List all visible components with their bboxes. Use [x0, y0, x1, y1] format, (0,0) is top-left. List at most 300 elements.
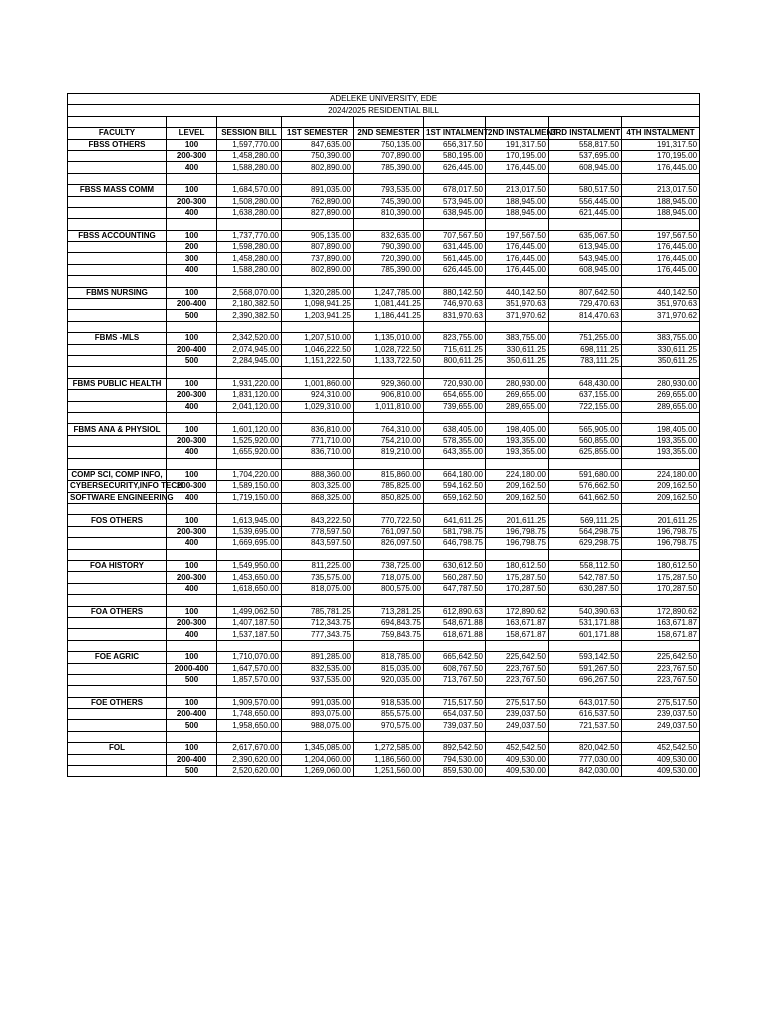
amount-cell: 892,542.50 — [424, 743, 486, 754]
amount-cell: 1,151,222.50 — [282, 355, 354, 366]
empty-cell — [68, 583, 167, 594]
amount-cell: 1,458,280.00 — [217, 253, 282, 264]
amount-cell: 832,535.00 — [282, 663, 354, 674]
empty-cell — [282, 173, 354, 184]
column-header: SESSION BILL — [217, 128, 282, 139]
empty-cell — [424, 412, 486, 423]
empty-cell — [354, 458, 424, 469]
amount-cell: 1,704,220.00 — [217, 469, 282, 480]
amount-cell: 2,390,620.00 — [217, 754, 282, 765]
amount-cell: 593,142.50 — [549, 652, 622, 663]
column-header: 1ST SEMESTER — [282, 128, 354, 139]
level-cell: 100 — [167, 469, 217, 480]
level-cell: 100 — [167, 652, 217, 663]
amount-cell: 739,037.50 — [424, 720, 486, 731]
table-row — [68, 572, 700, 583]
empty-cell — [622, 367, 700, 378]
amount-cell: 2,284,945.00 — [217, 355, 282, 366]
amount-cell: 1,135,010.00 — [354, 333, 424, 344]
amount-cell: 351,970.63 — [622, 299, 700, 310]
amount-cell: 785,825.00 — [354, 481, 424, 492]
amount-cell: 409,530.00 — [486, 766, 549, 777]
amount-cell: 647,787.50 — [424, 583, 486, 594]
amount-cell: 594,162.50 — [424, 481, 486, 492]
level-cell: 200-300 — [167, 617, 217, 628]
amount-cell: 707,890.00 — [354, 150, 424, 161]
empty-cell — [217, 595, 282, 606]
amount-cell: 591,267.50 — [549, 663, 622, 674]
faculty-name: COMP SCI, COMP INFO, — [68, 469, 167, 480]
amount-cell: 1,857,570.00 — [217, 674, 282, 685]
level-cell: 200-400 — [167, 754, 217, 765]
empty-cell — [282, 595, 354, 606]
amount-cell: 800,611.25 — [424, 355, 486, 366]
spacer-row — [68, 458, 700, 469]
amount-cell: 201,611.25 — [486, 515, 549, 526]
amount-cell: 637,155.00 — [549, 390, 622, 401]
amount-cell: 1,251,560.00 — [354, 766, 424, 777]
empty-cell — [68, 447, 167, 458]
amount-cell: 1,499,062.50 — [217, 606, 282, 617]
empty-cell — [622, 321, 700, 332]
header-row — [68, 128, 700, 139]
amount-cell: 576,662.50 — [549, 481, 622, 492]
amount-cell: 720,390.00 — [354, 253, 424, 264]
amount-cell: 201,611.25 — [622, 515, 700, 526]
empty-cell — [68, 299, 167, 310]
amount-cell: 713,281.25 — [354, 606, 424, 617]
table-row — [68, 355, 700, 366]
amount-cell: 720,930.00 — [424, 378, 486, 389]
amount-cell: 1,588,280.00 — [217, 264, 282, 275]
empty-cell — [424, 276, 486, 287]
amount-cell: 531,171.88 — [549, 617, 622, 628]
amount-cell: 785,390.00 — [354, 264, 424, 275]
table-row — [68, 242, 700, 253]
amount-cell: 1,737,770.00 — [217, 230, 282, 241]
amount-cell: 635,067.50 — [549, 230, 622, 241]
empty-cell — [68, 674, 167, 685]
amount-cell: 729,470.63 — [549, 299, 622, 310]
amount-cell: 198,405.00 — [622, 424, 700, 435]
empty-cell — [68, 595, 167, 606]
amount-cell: 249,037.50 — [622, 720, 700, 731]
amount-cell: 771,710.00 — [282, 435, 354, 446]
empty-cell — [354, 321, 424, 332]
amount-cell: 722,155.00 — [549, 401, 622, 412]
empty-cell — [282, 640, 354, 651]
level-cell: 500 — [167, 355, 217, 366]
amount-cell: 213,017.50 — [486, 185, 549, 196]
empty-cell — [622, 549, 700, 560]
amount-cell: 1,001,860.00 — [282, 378, 354, 389]
amount-cell: 629,298.75 — [549, 538, 622, 549]
amount-cell: 548,671.88 — [424, 617, 486, 628]
empty-cell — [68, 162, 167, 173]
empty-cell — [549, 731, 622, 742]
level-cell: 200-300 — [167, 150, 217, 161]
amount-cell: 383,755.00 — [622, 333, 700, 344]
amount-cell: 1,046,222.50 — [282, 344, 354, 355]
empty-cell — [68, 310, 167, 321]
table-row — [68, 390, 700, 401]
table-row — [68, 287, 700, 298]
empty-cell — [424, 116, 486, 127]
amount-cell: 2,342,520.00 — [217, 333, 282, 344]
amount-cell: 750,390.00 — [282, 150, 354, 161]
level-cell: 100 — [167, 139, 217, 150]
amount-cell: 275,517.50 — [486, 697, 549, 708]
empty-cell — [622, 640, 700, 651]
table-row — [68, 492, 700, 503]
amount-cell: 759,843.75 — [354, 629, 424, 640]
empty-cell — [217, 173, 282, 184]
residential-bill-table — [67, 93, 700, 777]
amount-cell: 836,810.00 — [282, 424, 354, 435]
amount-cell: 573,945.00 — [424, 196, 486, 207]
amount-cell: 713,767.50 — [424, 674, 486, 685]
empty-cell — [282, 686, 354, 697]
empty-cell — [282, 321, 354, 332]
table-row — [68, 720, 700, 731]
level-cell: 200-300 — [167, 481, 217, 492]
level-cell: 200-300 — [167, 390, 217, 401]
level-cell: 500 — [167, 720, 217, 731]
amount-cell: 196,798.75 — [622, 526, 700, 537]
amount-cell: 815,860.00 — [354, 469, 424, 480]
amount-cell: 170,287.50 — [622, 583, 700, 594]
empty-cell — [282, 116, 354, 127]
amount-cell: 859,530.00 — [424, 766, 486, 777]
amount-cell: 888,360.00 — [282, 469, 354, 480]
spacer-row — [68, 321, 700, 332]
table-row — [68, 424, 700, 435]
table-row — [68, 333, 700, 344]
empty-cell — [68, 526, 167, 537]
level-cell: 100 — [167, 515, 217, 526]
empty-cell — [282, 276, 354, 287]
empty-cell — [486, 595, 549, 606]
amount-cell: 1,588,280.00 — [217, 162, 282, 173]
table-row — [68, 766, 700, 777]
empty-cell — [354, 595, 424, 606]
empty-cell — [622, 219, 700, 230]
table-row — [68, 652, 700, 663]
amount-cell: 580,517.50 — [549, 185, 622, 196]
amount-cell: 738,725.00 — [354, 561, 424, 572]
empty-cell — [217, 367, 282, 378]
amount-cell: 906,810.00 — [354, 390, 424, 401]
amount-cell: 2,617,670.00 — [217, 743, 282, 754]
amount-cell: 794,530.00 — [424, 754, 486, 765]
faculty-name: FBMS NURSING — [68, 287, 167, 298]
empty-cell — [424, 595, 486, 606]
empty-cell — [68, 572, 167, 583]
amount-cell: 223,767.50 — [486, 674, 549, 685]
amount-cell: 641,662.50 — [549, 492, 622, 503]
amount-cell: 929,360.00 — [354, 378, 424, 389]
amount-cell: 1,655,920.00 — [217, 447, 282, 458]
level-cell: 100 — [167, 743, 217, 754]
table-row — [68, 583, 700, 594]
table-row — [68, 754, 700, 765]
faculty-name: FBMS PUBLIC HEALTH — [68, 378, 167, 389]
empty-cell — [354, 640, 424, 651]
amount-cell: 842,030.00 — [549, 766, 622, 777]
amount-cell: 905,135.00 — [282, 230, 354, 241]
amount-cell: 1,931,220.00 — [217, 378, 282, 389]
empty-cell — [68, 367, 167, 378]
empty-cell — [622, 412, 700, 423]
faculty-name: SOFTWARE ENGINEERING — [68, 492, 167, 503]
amount-cell: 970,575.00 — [354, 720, 424, 731]
amount-cell: 608,767.50 — [424, 663, 486, 674]
amount-cell: 1,098,941.25 — [282, 299, 354, 310]
faculty-name: FBMS ANA & PHYSIOL — [68, 424, 167, 435]
amount-cell: 823,755.00 — [424, 333, 486, 344]
empty-cell — [424, 640, 486, 651]
level-cell: 100 — [167, 424, 217, 435]
empty-cell — [354, 173, 424, 184]
amount-cell: 383,755.00 — [486, 333, 549, 344]
subtitle-row — [68, 105, 700, 116]
level-cell: 300 — [167, 253, 217, 264]
empty-cell — [549, 321, 622, 332]
empty-cell — [68, 150, 167, 161]
empty-cell — [549, 412, 622, 423]
empty-cell — [486, 116, 549, 127]
amount-cell: 739,655.00 — [424, 401, 486, 412]
amount-cell: 193,355.00 — [622, 435, 700, 446]
amount-cell: 2,180,382.50 — [217, 299, 282, 310]
empty-cell — [549, 458, 622, 469]
amount-cell: 819,210.00 — [354, 447, 424, 458]
amount-cell: 330,611.25 — [622, 344, 700, 355]
amount-cell: 745,390.00 — [354, 196, 424, 207]
empty-cell — [167, 731, 217, 742]
empty-cell — [282, 367, 354, 378]
amount-cell: 621,445.00 — [549, 207, 622, 218]
amount-cell: 1,831,120.00 — [217, 390, 282, 401]
empty-cell — [217, 458, 282, 469]
empty-cell — [68, 264, 167, 275]
empty-cell — [217, 686, 282, 697]
empty-cell — [424, 549, 486, 560]
empty-cell — [217, 276, 282, 287]
empty-cell — [68, 663, 167, 674]
empty-cell — [549, 686, 622, 697]
amount-cell: 891,035.00 — [282, 185, 354, 196]
empty-cell — [68, 720, 167, 731]
amount-cell: 158,671.87 — [486, 629, 549, 640]
empty-cell — [354, 686, 424, 697]
amount-cell: 176,445.00 — [622, 162, 700, 173]
empty-cell — [354, 116, 424, 127]
empty-cell — [486, 219, 549, 230]
empty-cell — [549, 549, 622, 560]
empty-cell — [486, 686, 549, 697]
level-cell: 200 — [167, 242, 217, 253]
faculty-name: FBSS MASS COMM — [68, 185, 167, 196]
empty-cell — [167, 458, 217, 469]
table-row — [68, 709, 700, 720]
empty-cell — [68, 435, 167, 446]
amount-cell: 578,355.00 — [424, 435, 486, 446]
amount-cell: 850,825.00 — [354, 492, 424, 503]
empty-cell — [68, 686, 167, 697]
amount-cell: 754,210.00 — [354, 435, 424, 446]
table-row — [68, 674, 700, 685]
amount-cell: 1,719,150.00 — [217, 492, 282, 503]
empty-cell — [167, 595, 217, 606]
amount-cell: 715,517.50 — [424, 697, 486, 708]
column-header: FACULTY — [68, 128, 167, 139]
amount-cell: 811,225.00 — [282, 561, 354, 572]
amount-cell: 868,325.00 — [282, 492, 354, 503]
amount-cell: 920,035.00 — [354, 674, 424, 685]
amount-cell: 188,945.00 — [486, 207, 549, 218]
table-row — [68, 264, 700, 275]
table-row — [68, 196, 700, 207]
empty-cell — [68, 629, 167, 640]
empty-cell — [424, 321, 486, 332]
amount-cell: 1,710,070.00 — [217, 652, 282, 663]
amount-cell: 2,041,120.00 — [217, 401, 282, 412]
amount-cell: 815,035.00 — [354, 663, 424, 674]
amount-cell: 440,142.50 — [486, 287, 549, 298]
spacer-row — [68, 549, 700, 560]
level-cell: 400 — [167, 207, 217, 218]
empty-cell — [167, 321, 217, 332]
empty-cell — [217, 640, 282, 651]
amount-cell: 188,945.00 — [622, 207, 700, 218]
table-row — [68, 526, 700, 537]
amount-cell: 608,945.00 — [549, 162, 622, 173]
amount-cell: 721,537.50 — [549, 720, 622, 731]
spacer-row — [68, 412, 700, 423]
amount-cell: 1,598,280.00 — [217, 242, 282, 253]
empty-cell — [68, 538, 167, 549]
table-row — [68, 561, 700, 572]
level-cell: 200-400 — [167, 299, 217, 310]
amount-cell: 1,133,722.50 — [354, 355, 424, 366]
amount-cell: 172,890.62 — [486, 606, 549, 617]
amount-cell: 2,520,620.00 — [217, 766, 282, 777]
level-cell: 200-300 — [167, 196, 217, 207]
empty-cell — [68, 412, 167, 423]
amount-cell: 193,355.00 — [622, 447, 700, 458]
amount-cell: 793,535.00 — [354, 185, 424, 196]
amount-cell: 712,343.75 — [282, 617, 354, 628]
amount-cell: 818,075.00 — [282, 583, 354, 594]
amount-cell: 330,611.25 — [486, 344, 549, 355]
amount-cell: 638,945.00 — [424, 207, 486, 218]
amount-cell: 831,970.63 — [424, 310, 486, 321]
empty-cell — [68, 504, 167, 515]
empty-cell — [68, 731, 167, 742]
amount-cell: 807,890.00 — [282, 242, 354, 253]
amount-cell: 558,817.50 — [549, 139, 622, 150]
table-row — [68, 617, 700, 628]
level-cell: 100 — [167, 230, 217, 241]
amount-cell: 843,222.50 — [282, 515, 354, 526]
empty-cell — [622, 458, 700, 469]
amount-cell: 188,945.00 — [486, 196, 549, 207]
amount-cell: 751,255.00 — [549, 333, 622, 344]
level-cell: 2000-400 — [167, 663, 217, 674]
amount-cell: 224,180.00 — [622, 469, 700, 480]
amount-cell: 197,567.50 — [486, 230, 549, 241]
empty-cell — [68, 253, 167, 264]
empty-cell — [167, 116, 217, 127]
table-row — [68, 310, 700, 321]
column-header: 2ND INSTALMENT — [486, 128, 549, 139]
level-cell: 100 — [167, 185, 217, 196]
amount-cell: 176,445.00 — [486, 264, 549, 275]
amount-cell: 814,470.63 — [549, 310, 622, 321]
table-row — [68, 538, 700, 549]
amount-cell: 613,945.00 — [549, 242, 622, 253]
amount-cell: 991,035.00 — [282, 697, 354, 708]
amount-cell: 409,530.00 — [486, 754, 549, 765]
empty-cell — [622, 595, 700, 606]
empty-cell — [68, 344, 167, 355]
empty-cell — [68, 640, 167, 651]
amount-cell: 269,655.00 — [486, 390, 549, 401]
amount-cell: 880,142.50 — [424, 287, 486, 298]
empty-cell — [486, 173, 549, 184]
amount-cell: 626,445.00 — [424, 264, 486, 275]
amount-cell: 924,310.00 — [282, 390, 354, 401]
amount-cell: 1,508,280.00 — [217, 196, 282, 207]
faculty-name: FBSS OTHERS — [68, 139, 167, 150]
empty-cell — [282, 219, 354, 230]
column-header: LEVEL — [167, 128, 217, 139]
amount-cell: 855,575.00 — [354, 709, 424, 720]
amount-cell: 893,075.00 — [282, 709, 354, 720]
empty-cell — [549, 173, 622, 184]
empty-cell — [486, 321, 549, 332]
empty-cell — [68, 207, 167, 218]
empty-cell — [549, 504, 622, 515]
empty-cell — [622, 276, 700, 287]
table-row — [68, 743, 700, 754]
amount-cell: 280,930.00 — [486, 378, 549, 389]
empty-cell — [68, 219, 167, 230]
amount-cell: 289,655.00 — [622, 401, 700, 412]
amount-cell: 537,695.00 — [549, 150, 622, 161]
empty-cell — [549, 640, 622, 651]
amount-cell: 223,767.50 — [486, 663, 549, 674]
column-header: 2ND SEMESTER — [354, 128, 424, 139]
amount-cell: 225,642.50 — [486, 652, 549, 663]
amount-cell: 664,180.00 — [424, 469, 486, 480]
amount-cell: 1,269,060.00 — [282, 766, 354, 777]
amount-cell: 170,195.00 — [622, 150, 700, 161]
amount-cell: 707,567.50 — [424, 230, 486, 241]
amount-cell: 618,671.88 — [424, 629, 486, 640]
empty-cell — [217, 116, 282, 127]
empty-cell — [549, 219, 622, 230]
amount-cell: 452,542.50 — [622, 743, 700, 754]
amount-cell: 918,535.00 — [354, 697, 424, 708]
empty-cell — [167, 367, 217, 378]
table-row — [68, 469, 700, 480]
amount-cell: 163,671.87 — [486, 617, 549, 628]
empty-cell — [167, 640, 217, 651]
amount-cell: 209,162.50 — [486, 492, 549, 503]
table-row — [68, 207, 700, 218]
